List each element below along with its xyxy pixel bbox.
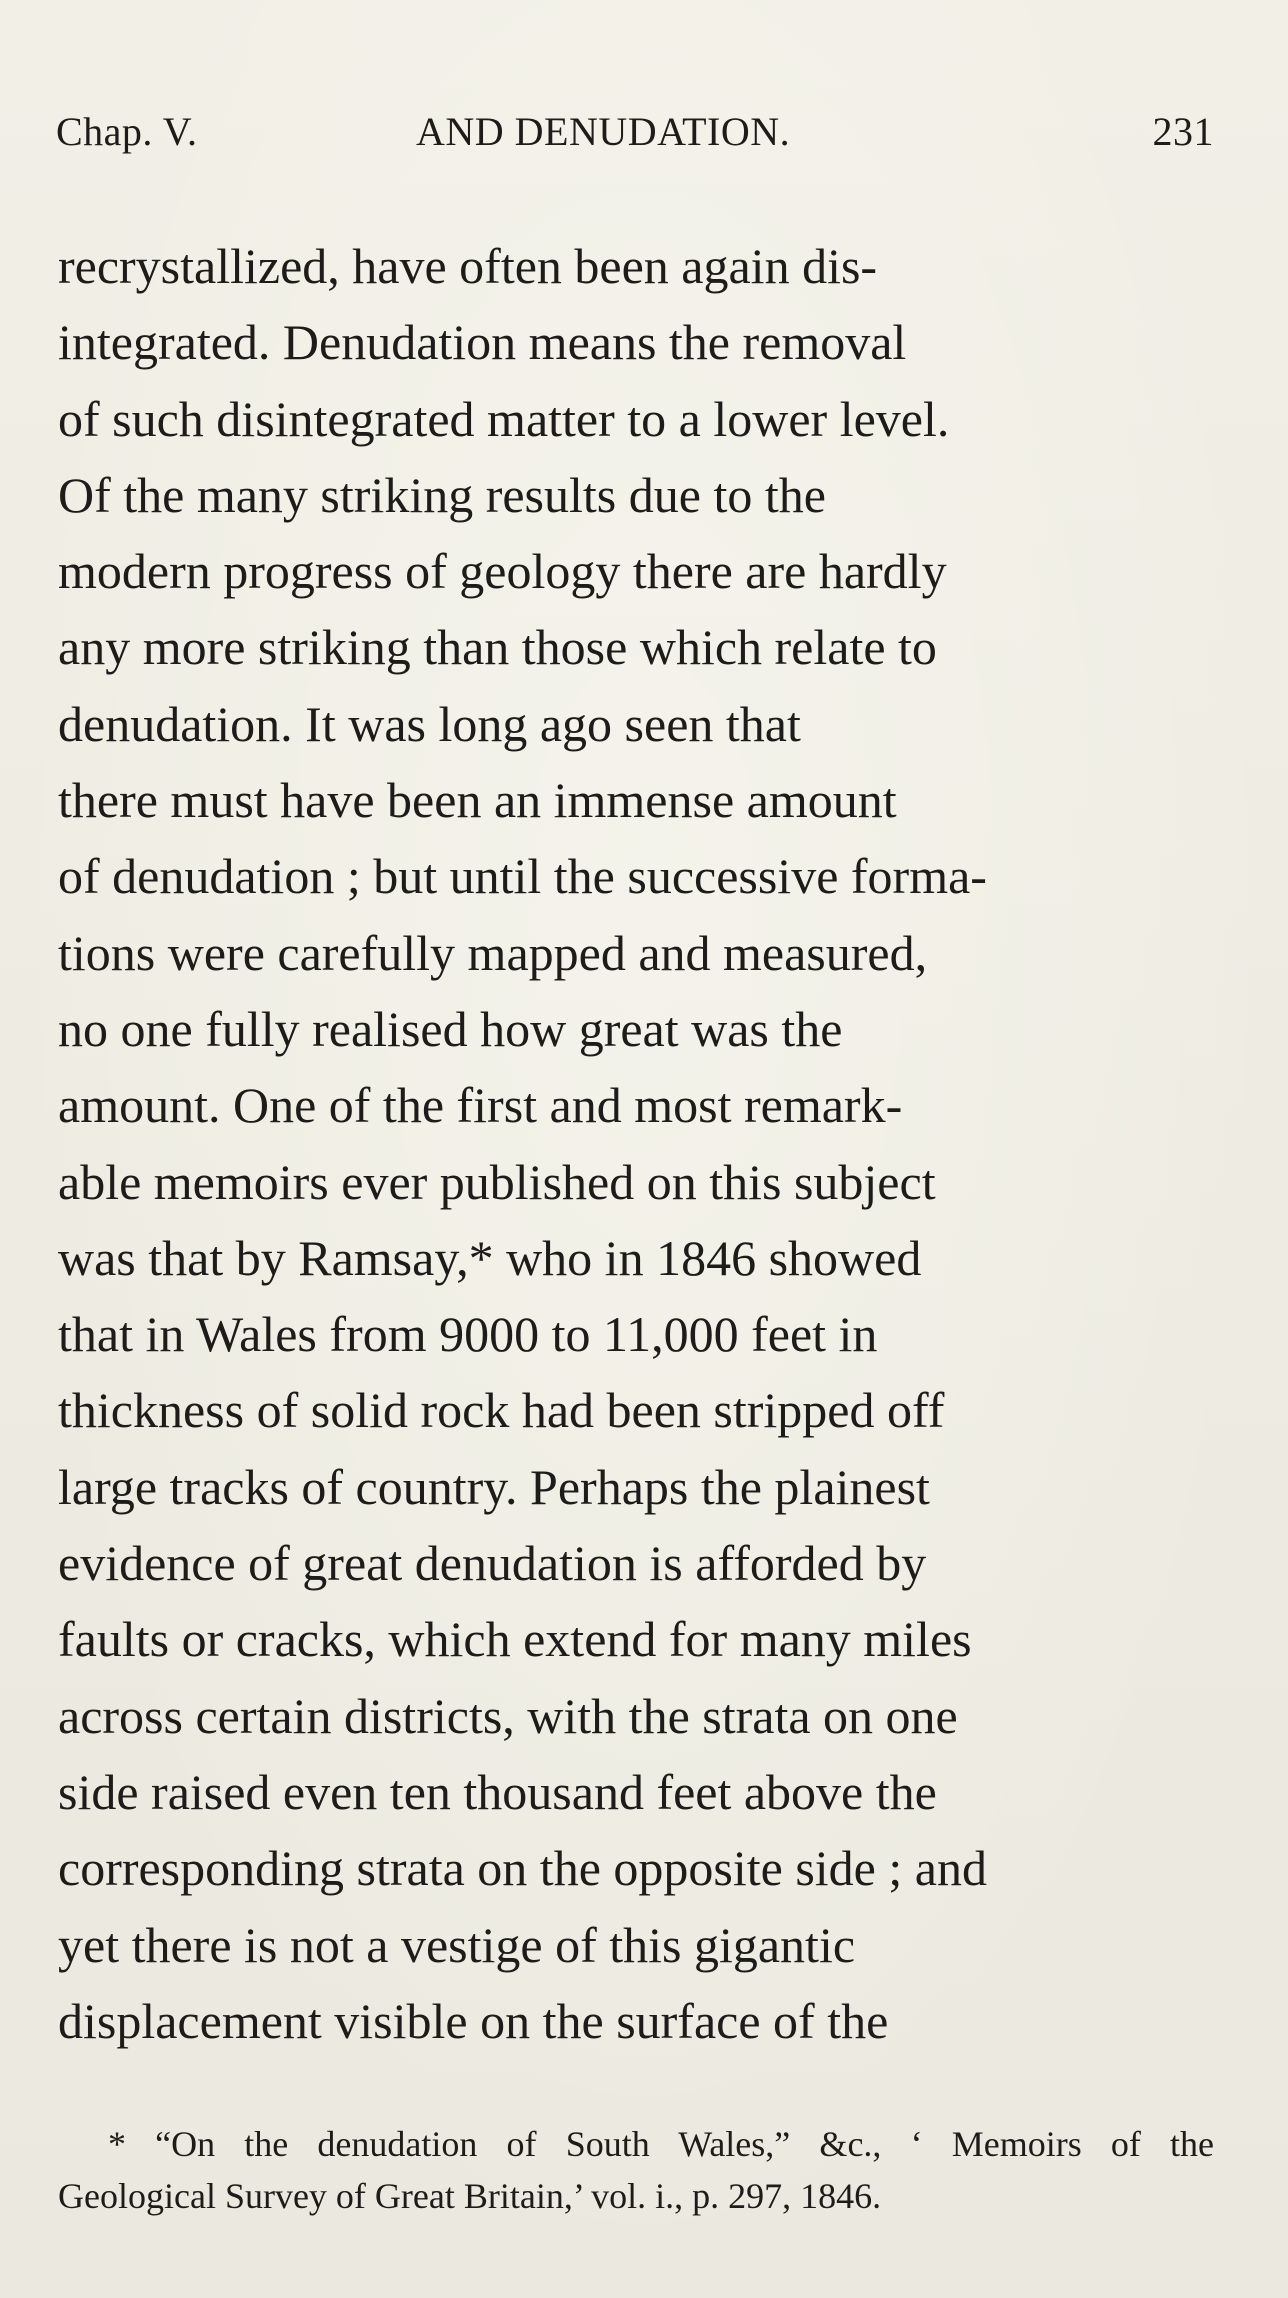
footnote (58, 2118, 1214, 2222)
text-line: denudation. It was long ago seen that (58, 695, 801, 752)
text-line: of such disintegrated matter to a lower level. (58, 390, 950, 447)
text-line: of denudation ; but until the successive forma- (58, 848, 987, 905)
text-line: that in Wales from 9000 to 11,000 feet in (58, 1306, 878, 1363)
footnote-line: * “On the denudation of South Wales,” &c., ‘ Memoirs of the (108, 2124, 1214, 2164)
text-line: across certain districts, with the strata on one (58, 1687, 958, 1744)
text-line: displacement visible on the surface of the (58, 1992, 889, 2049)
text-line: recrystallized, have often been again dis- (58, 238, 878, 294)
text-line: amount. One of the first and most remark- (58, 1077, 903, 1134)
text-line: modern progress of geology there are hardly (58, 543, 947, 600)
text-line: faults or cracks, which extend for many miles (58, 1611, 972, 1668)
text-line: there must have been an immense amount (58, 772, 897, 829)
text-line: integrated. Denudation means the removal (58, 314, 907, 371)
running-head (56, 108, 1214, 160)
text-line: yet there is not a vestige of this gigantic (58, 1916, 856, 1973)
text-line: corresponding strata on the opposite side ; and (58, 1840, 987, 1897)
text-line: any more striking than those which relate to (58, 619, 937, 676)
running-title: AND DENUDATION. (416, 109, 791, 154)
text-line: tions were carefully mapped and measured, (58, 924, 928, 981)
text-line: side raised even ten thousand feet above the (58, 1763, 937, 1820)
chapter-label: Chap. V. (56, 109, 198, 154)
footnote-line: Geological Survey of Great Britain,’ vol. i., p. 297, 1846. (58, 2176, 882, 2216)
text-line: Of the many striking results due to the (58, 466, 826, 523)
page-number: 231 (1152, 109, 1214, 154)
text-line: was that by Ramsay,* who in 1846 showed (58, 1229, 922, 1286)
text-line: evidence of great denudation is afforded by (58, 1535, 927, 1592)
text-line: thickness of solid rock had been stripped off (58, 1382, 945, 1439)
text-line: large tracks of country. Perhaps the plainest (58, 1458, 930, 1515)
text-line: no one fully realised how great was the (58, 1000, 843, 1057)
text-line: able memoirs ever published on this subject (58, 1153, 936, 1210)
body-text (58, 228, 1214, 2059)
